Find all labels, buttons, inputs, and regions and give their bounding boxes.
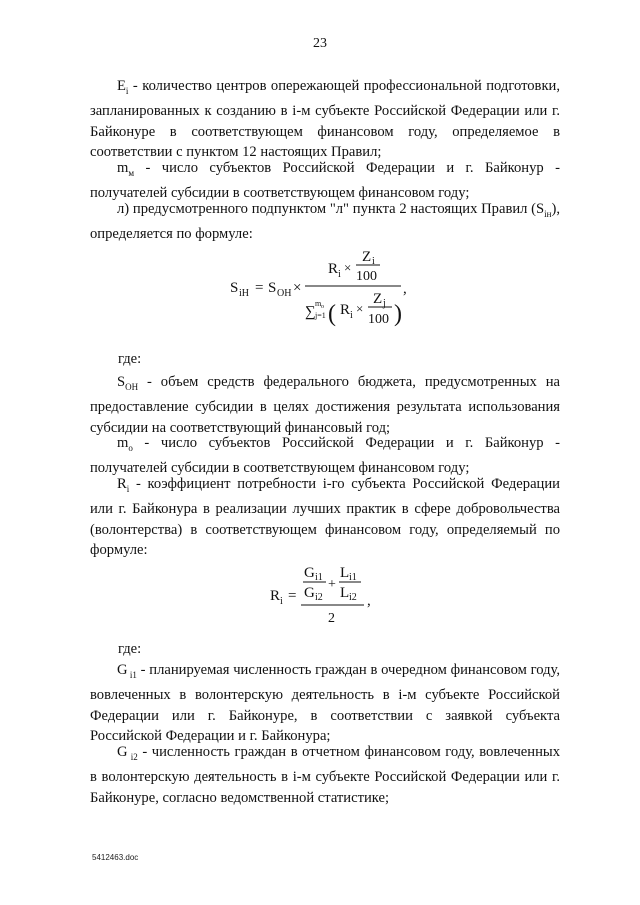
formula-s-ih <box>225 248 425 338</box>
paragraph-s-on <box>90 372 560 438</box>
formula-l2: L <box>340 585 350 601</box>
formula-left-paren: ( <box>328 301 336 327</box>
symbol-subscript: o <box>128 442 133 453</box>
symbol-subscript: м <box>128 167 135 178</box>
formula-denominator-z: Z <box>373 291 383 307</box>
formula-lhs-subscript: iН <box>239 288 249 299</box>
formula-lhs: R <box>270 588 281 604</box>
paragraph-text: - планируемая численность граждан в очередном финансовом году, вовлеченных в волонтерскую деятельность в i-м субъекте Российской Федерации или г. Байконуре, в соответствии с заявкой субъекта Российской Федерации и г. Байконура; <box>90 662 560 745</box>
formula-g2-subscript: i2 <box>315 592 323 603</box>
paragraph-text: л) предусмотренного подпунктом "л" пункта 2 настоящих Правил (S <box>117 201 545 217</box>
formula-denominator-times: × <box>356 301 364 316</box>
formula-denominator-hundred: 100 <box>368 312 389 327</box>
paragraph-m-o <box>90 433 560 479</box>
symbol: R <box>117 476 127 492</box>
formula-numerator-z: Z <box>362 249 372 265</box>
paragraph-g-i2 <box>90 742 560 808</box>
formula-l1-subscript: i1 <box>349 572 357 583</box>
paragraph-text: - количество центров опережающей профессиональной подготовки, запланированных к созданию в i-м субъекте Российской Федерации или г. Байконуре в соответствующем финансовом году, определяемое в соответствии с пунктом 12 настоящих Правил; <box>90 78 560 161</box>
formula-g2: G <box>304 585 315 601</box>
symbol-subscript: i <box>126 483 130 494</box>
formula-plus: + <box>328 577 336 592</box>
paragraph-text: - число субъектов Российской Федерации и г. Байконур - получателей субсидии в соответствующем финансовом году; <box>90 435 560 477</box>
formula-equals: = <box>255 280 264 296</box>
formula-sum: ∑ <box>305 304 316 320</box>
symbol: G <box>117 662 128 678</box>
paragraph-text: - коэффициент потребности i-го субъекта Российской Федерации или г. Байконура в реализации лучших практик в сфере добровольчества (волонтерства) в соответствующем финансовом году, определяемый по формуле: <box>90 476 560 559</box>
formula-numerator-r: R <box>328 261 339 277</box>
formula-l2-subscript: i2 <box>349 592 357 603</box>
paragraph-l <box>90 199 560 245</box>
symbol-subscript: ОН <box>125 381 139 392</box>
formula-sum-top-subscript: o <box>321 304 324 310</box>
formula-denominator-r-subscript: i <box>350 310 353 321</box>
symbol-subscript: i1 <box>127 669 137 680</box>
symbol-subscript: i2 <box>127 751 138 762</box>
symbol: m <box>117 435 129 451</box>
formula-comma: , <box>403 281 407 297</box>
formula-denominator-two: 2 <box>328 611 335 626</box>
formula-sum-bottom: j=1 <box>315 311 326 320</box>
formula-r-i <box>268 560 388 630</box>
paragraph-g-i1 <box>90 660 560 747</box>
paragraph-e-i <box>90 76 560 163</box>
symbol-subscript: i <box>125 85 129 96</box>
paragraph-m-m <box>90 158 560 204</box>
formula-sum-top: m <box>315 299 322 308</box>
symbol: S <box>117 374 126 390</box>
formula-numerator-r-subscript: i <box>338 269 341 280</box>
symbol: G <box>117 744 128 760</box>
symbol: E <box>117 78 126 94</box>
formula-equals: = <box>288 588 297 604</box>
formula-comma: , <box>367 593 371 609</box>
formula-lhs-subscript: i <box>280 596 283 607</box>
formula-denominator-r: R <box>340 302 351 318</box>
paragraph-text: - число субъектов Российской Федерации и г. Байконур - получателей субсидии в соответствующем финансовом году; <box>90 160 560 202</box>
formula-s-on: S <box>268 280 277 296</box>
where-label: где: <box>118 351 142 367</box>
paragraph-text: - объем средств федерального бюджета, предусмотренных на предоставление субсидии в целях достижения результата использования субсидии на соответствующий финансовый год; <box>90 374 560 436</box>
formula-times: × <box>293 280 302 296</box>
paragraph-text: - численность граждан в отчетном финансовом году, вовлеченных в волонтерскую деятельность в i-м субъекте Российской Федерации или г. Байконуре, согласно ведомственной статистике; <box>90 744 560 806</box>
formula-numerator-times: × <box>344 260 352 275</box>
formula-lhs: S <box>230 280 239 296</box>
footer-document-id: 5412463.doc <box>92 853 139 862</box>
formula-numerator-hundred: 100 <box>356 269 377 284</box>
formula-numerator-z-subscript: i <box>372 256 375 267</box>
formula-g1: G <box>304 565 315 581</box>
page-number: 23 <box>313 36 327 51</box>
formula-denominator-z-subscript: j <box>383 298 386 309</box>
symbol-subscript: iн <box>544 208 552 219</box>
formula-right-paren: ) <box>394 301 402 327</box>
symbol: m <box>117 160 129 176</box>
formula-s-on-subscript: ОН <box>277 288 292 299</box>
paragraph-text-end: ), определяется по формуле: <box>90 201 560 243</box>
formula-g1-subscript: i1 <box>315 572 323 583</box>
formula-l1: L <box>340 565 350 581</box>
paragraph-r-i <box>90 474 560 561</box>
where-label: где: <box>118 641 142 657</box>
